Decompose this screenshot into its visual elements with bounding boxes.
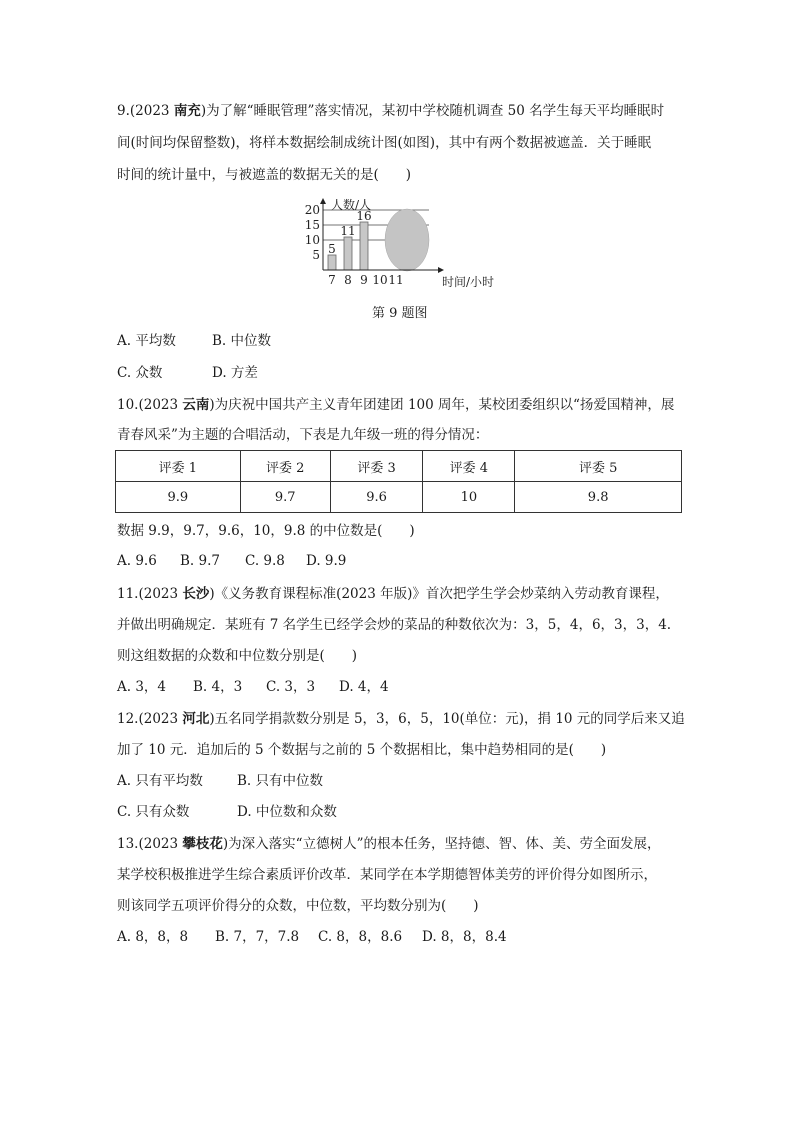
q10-score-table xyxy=(115,450,682,513)
q12-source: (2023 xyxy=(138,711,183,727)
table-cell: 9.6 xyxy=(330,482,423,513)
q13-source: (2023 xyxy=(138,836,183,852)
q9-number: 9. xyxy=(117,103,130,119)
q9-line2: 间(时间均保留整数)，将样本数据绘制成统计图(如图)，其中有两个数据被遮盖．关于睡眠 xyxy=(117,135,652,151)
q12-text: )五名同学捐款数分别是 5，3，6，5，10(单位：元)，捐 10 元的同学后来又追 xyxy=(209,711,685,727)
q11-line1 xyxy=(117,585,669,603)
q9-option-c[interactable]: C. 众数 xyxy=(117,365,163,381)
y-tick-label: 10 xyxy=(304,233,320,247)
q11-line3: 则这组数据的众数和中位数分别是( ) xyxy=(117,648,358,664)
q12-option-d[interactable]: D. 中位数和众数 xyxy=(237,804,337,820)
q11-option-c[interactable]: C. 3，3 xyxy=(266,679,316,695)
table-row xyxy=(116,482,682,513)
q13-option-d[interactable]: D. 8，8，8.4 xyxy=(422,929,507,945)
bar xyxy=(360,222,368,270)
q10-option-c[interactable]: C. 9.8 xyxy=(245,553,285,569)
q11-option-b[interactable]: B. 4，3 xyxy=(193,679,243,695)
q11-source: (2023 xyxy=(138,586,183,602)
q10-line3: 数据 9.9，9.7，9.6，10，9.8 的中位数是( ) xyxy=(117,523,415,539)
q11-option-d[interactable]: D. 4，4 xyxy=(339,679,389,695)
table-header-cell: 评委 3 xyxy=(330,451,423,482)
q12-number: 12. xyxy=(117,711,139,727)
bar-value-label: 5 xyxy=(328,242,336,256)
table-header-row xyxy=(116,451,682,482)
q11-line2: 并做出明确规定．某班有 7 名学生已经学会炒的菜品的种数依次为：3，5，4，6，3，3，4. xyxy=(117,617,672,633)
table-header-cell: 评委 1 xyxy=(116,451,241,482)
x-tick-label: 10 xyxy=(372,273,388,287)
q9-option-a[interactable]: A. 平均数 xyxy=(117,333,176,349)
q9-line3: 时间的统计量中，与被遮盖的数据无关的是( ) xyxy=(117,167,412,183)
table-cell: 10 xyxy=(423,482,515,513)
x-tick-label: 7 xyxy=(328,273,336,287)
table-cell: 9.8 xyxy=(515,482,682,513)
q13-option-a[interactable]: A. 8，8，8 xyxy=(117,929,189,945)
q12-option-b[interactable]: B. 只有中位数 xyxy=(237,773,324,789)
q10-city: 云南 xyxy=(182,397,210,413)
q10-number: 10. xyxy=(117,397,139,413)
table-cell: 9.7 xyxy=(240,482,330,513)
q13-line3: 则该同学五项评价得分的众数，中位数，平均数分别为( ) xyxy=(117,898,479,914)
q11-option-a[interactable]: A. 3，4 xyxy=(117,679,167,695)
table-header-cell: 评委 2 xyxy=(240,451,330,482)
table-header-cell: 评委 5 xyxy=(515,451,682,482)
q13-option-b[interactable]: B. 7，7，7.8 xyxy=(215,929,300,945)
q11-number: 11. xyxy=(117,586,139,602)
q13-number: 13. xyxy=(117,836,139,852)
q10-option-d[interactable]: D. 9.9 xyxy=(306,553,347,569)
q9-option-d[interactable]: D. 方差 xyxy=(212,365,258,381)
q10-option-b[interactable]: B. 9.7 xyxy=(180,553,220,569)
y-tick-label: 15 xyxy=(304,218,320,232)
bar-value-label: 11 xyxy=(340,224,356,238)
q13-line2: 某学校积极推进学生综合素质评价改革．某同学在本学期德智体美劳的评价得分如图所示， xyxy=(117,867,657,883)
q11-city: 长沙 xyxy=(182,586,210,602)
q9-option-b[interactable]: B. 中位数 xyxy=(212,333,272,349)
q9-caption: 第 9 题图 xyxy=(372,306,428,321)
q12-option-c[interactable]: C. 只有众数 xyxy=(117,804,190,820)
q10-text: )为庆祝中国共产主义青年团建团 100 周年，某校团委组织以“扬爱国精神，展 xyxy=(209,397,675,413)
x-tick-label: 9 xyxy=(360,273,368,287)
q13-line1 xyxy=(117,835,660,853)
q10-line2: 青春风采”为主题的合唱活动，下表是九年级一班的得分情况： xyxy=(117,427,489,443)
x-axis-arrow xyxy=(438,267,444,273)
q9-bar-chart xyxy=(298,198,498,290)
occlusion-blob xyxy=(385,209,429,271)
bar xyxy=(328,255,336,270)
bar xyxy=(344,237,352,270)
y-tick-label: 5 xyxy=(312,248,320,262)
y-tick-label: 20 xyxy=(304,203,320,217)
x-axis-label: 时间/小时 xyxy=(442,275,495,289)
table-header-cell: 评委 4 xyxy=(423,451,515,482)
q9-source: (2023 xyxy=(129,103,174,119)
q11-text: )《义务教育课程标准(2023 年版)》首次把学生学会炒菜纳入劳动教育课程， xyxy=(209,586,669,602)
y-axis-label: 人数/人 xyxy=(331,198,372,212)
table-cell: 9.9 xyxy=(116,482,241,513)
y-axis-arrow xyxy=(320,198,326,204)
q13-text: )为深入落实“立德树人”的根本任务，坚持德、智、体、美、劳全面发展， xyxy=(222,836,661,852)
q12-line2: 加了 10 元．追加后的 5 个数据与之前的 5 个数据相比，集中趋势相同的是( ) xyxy=(117,742,607,758)
q9-text: )为了解“睡眠管理”落实情况，某初中学校随机调查 50 名学生每天平均睡眠时 xyxy=(200,103,665,119)
x-tick-label: 11 xyxy=(388,273,404,287)
q10-source: (2023 xyxy=(138,397,183,413)
q9-city: 南充 xyxy=(173,103,201,119)
q12-option-a[interactable]: A. 只有平均数 xyxy=(117,773,203,789)
q9-line1 xyxy=(117,102,664,120)
q12-line1 xyxy=(117,710,685,728)
q10-option-a[interactable]: A. 9.6 xyxy=(117,553,157,569)
bar-value-label: 16 xyxy=(356,209,372,223)
q13-city: 攀枝花 xyxy=(182,836,223,852)
x-tick-label: 8 xyxy=(344,273,352,287)
q12-city: 河北 xyxy=(182,711,210,727)
q10-line1 xyxy=(117,396,674,414)
q13-option-c[interactable]: C. 8，8，8.6 xyxy=(318,929,403,945)
